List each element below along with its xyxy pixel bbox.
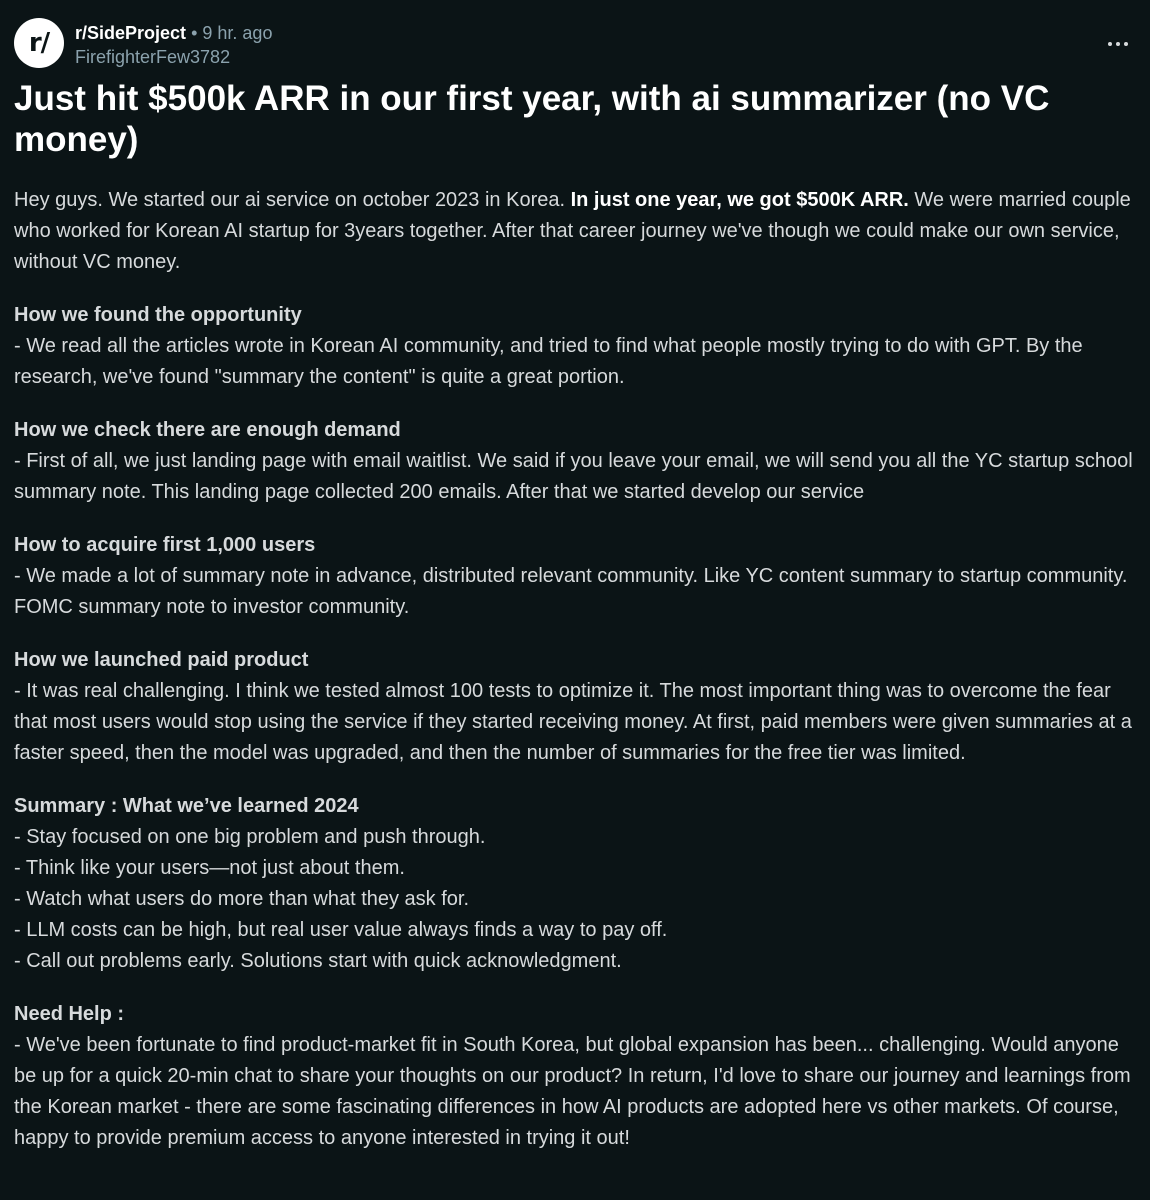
intro-text: Hey guys. We started our ai service on october 2023 in Korea. — [14, 189, 571, 211]
summary-item: - Think like your users—not just about them. — [14, 857, 405, 879]
post-meta — [75, 22, 272, 68]
post-timestamp: 9 hr. ago — [202, 23, 273, 43]
post-body — [14, 185, 1138, 1176]
section-summary — [14, 791, 1138, 977]
author-link[interactable]: FirefighterFew3782 — [75, 47, 231, 67]
section-heading: How we launched paid product — [14, 649, 309, 671]
section-demand — [14, 415, 1138, 508]
section-body: - It was real challenging. I think we tested almost 100 tests to optimize it. The most important thing was to overcome the fear that most users would stop using the service if they started receiving money. At first, paid members were given summaries at a faster speed, then the model was upgraded, and then the number of summaries for the free tier was limited. — [14, 680, 1132, 764]
section-paid-product — [14, 645, 1138, 769]
meta-separator: • — [191, 23, 198, 43]
post-title: Just hit $500k ARR in our first year, with ai summarizer (no VC money) — [14, 79, 1050, 159]
intro-text-continued: We were married couple who worked for Korean AI startup for 3years together. After that career journey we've though we could make our own service, without VC money. — [14, 189, 1131, 273]
summary-item: - Stay focused on one big problem and push through. — [14, 826, 486, 848]
summary-item: - Call out problems early. Solutions start with quick acknowledgment. — [14, 950, 622, 972]
section-heading: How to acquire first 1,000 users — [14, 534, 316, 556]
section-first-users — [14, 530, 1138, 623]
subreddit-link[interactable]: r/SideProject — [75, 23, 187, 43]
section-opportunity — [14, 300, 1138, 393]
section-heading: How we check there are enough demand — [14, 419, 401, 441]
section-heading: Summary : What we’ve learned 2024 — [14, 795, 359, 817]
summary-item: - LLM costs can be high, but real user value always finds a way to pay off. — [14, 919, 668, 941]
section-body: - We've been fortunate to find product-market fit in South Korea, but global expansion has been... challenging. Would anyone be up for a quick 20-min chat to share your thoughts on our product? In return, I'd love to share our journey and learnings from the Korean market - there are some fascinating differences in how AI products are adopted here vs other markets. Of course, happy to provide premium access to anyone interested in trying it out! — [14, 1034, 1131, 1149]
section-heading: How we found the opportunity — [14, 304, 302, 326]
post-header — [14, 18, 1136, 70]
section-body: - We read all the articles wrote in Korean AI community, and tried to find what people mostly trying to do with GPT. By the research, we've found "summary the content" is quite a great portion. — [14, 335, 1083, 388]
section-heading: Need Help : — [14, 1003, 125, 1025]
section-body: - First of all, we just landing page with email waitlist. We said if you leave your email, we will send you all the YC startup school summary note. This landing page collected 200 emails. After that we started develop our service — [14, 450, 1133, 503]
subreddit-avatar[interactable]: r/ — [14, 18, 64, 68]
section-need-help — [14, 999, 1138, 1154]
section-body: - We made a lot of summary note in advance, distributed relevant community. Like YC content summary to startup community. FOMC summary note to investor community. — [14, 565, 1128, 618]
intro-bold-text: In just one year, we got $500K ARR. — [570, 189, 909, 211]
intro-paragraph — [14, 185, 1138, 278]
summary-item: - Watch what users do more than what they ask for. — [14, 888, 470, 910]
more-options-icon[interactable] — [1100, 32, 1136, 56]
